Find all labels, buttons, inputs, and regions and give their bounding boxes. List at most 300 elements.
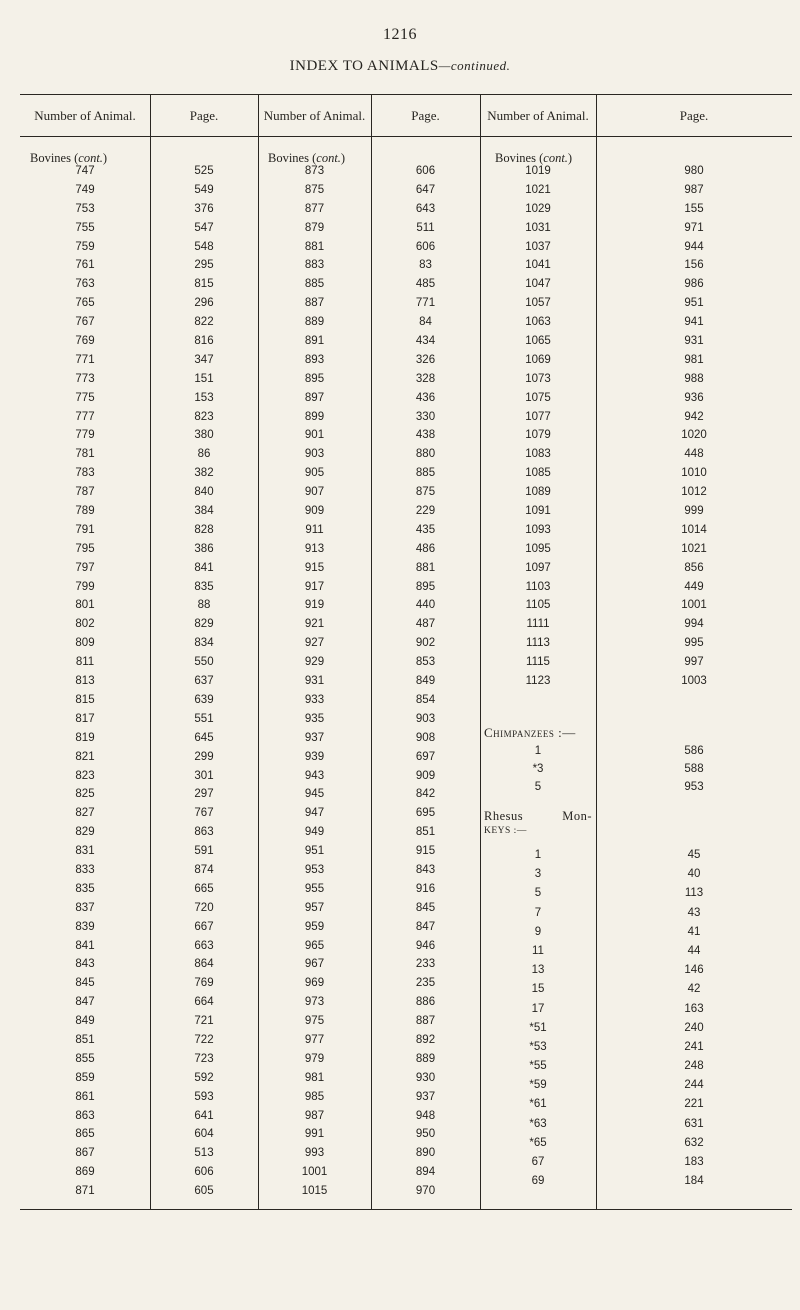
animal-number-cell: *53 [529,1040,547,1053]
animal-number-cell: 1073 [525,372,551,385]
animal-number-cell: 973 [304,996,325,1009]
page-cell: 771 [415,297,436,310]
animal-number-cell: 1079 [525,429,551,442]
animal-number-cell: 981 [304,1071,325,1084]
page-cell: 721 [194,1015,214,1028]
animal-number-cell: 841 [75,939,95,952]
page-cell: 376 [194,202,214,215]
page-cell: 153 [194,391,214,404]
col3-rhesus-numbers [480,846,596,1191]
page-cell: 44 [687,944,701,957]
animal-number-cell: 775 [75,391,95,404]
animal-number-cell: 891 [304,335,325,348]
animal-number-cell: 789 [75,505,95,518]
col1-pages [150,162,258,1201]
animal-number-cell: 819 [75,731,95,744]
page-cell: 40 [687,868,701,881]
page-cell: 604 [194,1128,214,1141]
animal-number-cell: 1069 [525,353,551,366]
page-cell: 845 [415,901,436,914]
page-cell: 1001 [681,599,707,612]
page-cell: 847 [415,920,436,933]
header-bottom-rule [20,136,792,137]
page-cell: 987 [684,183,704,196]
page-cell: 486 [415,542,436,555]
header-page-2: Page. [411,108,440,123]
col3-rhesus-pages [596,846,792,1191]
animal-number-cell: 1095 [525,542,551,555]
animal-number-cell: 979 [304,1052,325,1065]
animal-number-cell: 821 [75,750,95,763]
animal-number-cell: 931 [304,675,325,688]
animal-number-cell: 1089 [525,486,551,499]
page-cell: 551 [194,712,214,725]
animal-number-cell: 895 [304,372,325,385]
page-cell: 240 [684,1021,704,1034]
page-cell: 645 [194,731,214,744]
animal-number-cell: 1097 [525,561,551,574]
page-cell: 449 [684,580,704,593]
animal-number-cell: 787 [75,486,95,499]
animal-number-cell: *61 [529,1098,547,1111]
animal-number-cell: 893 [304,353,325,366]
page-cell: 902 [415,637,436,650]
animal-number-cell: 847 [75,996,95,1009]
animal-number-cell: 1037 [525,240,551,253]
page-cell: 151 [194,372,214,385]
animal-number-cell: 823 [75,769,95,782]
page-cell: 769 [194,977,214,990]
animal-number-cell: 813 [75,675,95,688]
col3-chimpanzee-numbers [480,742,596,796]
animal-number-cell: 949 [304,826,325,839]
animal-number-cell: 945 [304,788,325,801]
animal-number-cell: 17 [531,1002,545,1015]
animal-number-cell: 909 [304,505,325,518]
animal-number-cell: 835 [75,882,95,895]
animal-number-cell: 1031 [525,221,551,234]
page-cell: 184 [684,1175,704,1188]
page-cell: 244 [684,1079,704,1092]
animal-number-cell: 911 [305,523,324,536]
page-cell: 297 [194,788,214,801]
page-cell: 435 [415,523,436,536]
animal-number-cell: 13 [531,964,545,977]
animal-number-cell: 817 [75,712,95,725]
animal-number-cell: 881 [304,240,325,253]
page-cell: 42 [687,983,701,996]
page-cell: 605 [194,1185,214,1198]
animal-number-cell: 773 [75,372,95,385]
page-cell: 593 [194,1090,214,1103]
animal-number-cell: 939 [304,750,325,763]
section-heading-chimpanzees: Chimpanzees :— [484,725,576,740]
page-cell: 1021 [681,542,707,555]
animal-number-cell: 1083 [525,448,551,461]
page-cell: 380 [194,429,214,442]
page-cell: 843 [415,863,436,876]
page-cell: 83 [419,259,432,272]
animal-number-cell: 901 [304,429,325,442]
animal-number-cell: 831 [75,845,95,858]
page-cell: 723 [194,1052,214,1065]
animal-number-cell: 1085 [525,467,551,480]
animal-number-cell: 947 [304,807,325,820]
animal-number-cell: 993 [304,1147,325,1160]
page-cell: 941 [684,316,704,329]
page-cell: 946 [415,939,436,952]
page-cell: 1003 [681,675,707,688]
header-number-of-animal-1: Number of Animal. [34,108,136,123]
page-cell: 854 [415,693,436,706]
animal-number-cell: 919 [304,599,325,612]
animal-number-cell: 935 [304,712,325,725]
page-cell: 874 [194,863,214,876]
page-cell: 592 [194,1071,214,1084]
animal-number-cell: 877 [304,202,325,215]
page-cell: 156 [684,259,704,272]
animal-number-cell: 811 [75,656,95,669]
page-cell: 828 [194,523,214,536]
page-title-suffix: —continued. [438,58,511,73]
animal-number-cell: 15 [531,983,545,996]
animal-number-cell: 845 [75,977,95,990]
animal-number-cell: 69 [531,1175,545,1188]
animal-number-cell: 1019 [525,165,551,177]
page-cell: 851 [415,826,436,839]
animal-number-cell: 927 [304,637,325,650]
page-cell: 547 [194,221,214,234]
animal-number-cell: 1105 [525,599,551,612]
page-cell: 889 [415,1052,436,1065]
animal-number-cell: 899 [304,410,325,423]
page-cell: 908 [415,731,436,744]
page-cell: 842 [415,788,436,801]
animal-number-cell: 797 [75,561,95,574]
page-cell: 936 [684,391,704,404]
animal-number-cell: 859 [75,1071,95,1084]
animal-number-cell: 879 [304,221,325,234]
page-cell: 937 [415,1090,436,1103]
animal-number-cell: 1029 [525,202,551,215]
page-cell: 887 [415,1015,436,1028]
page-cell: 864 [194,958,214,971]
animal-number-cell: 951 [304,845,325,858]
animal-number-cell: 771 [75,353,95,366]
page-cell: 440 [415,599,436,612]
page-cell: 301 [194,769,214,782]
animal-number-cell: 889 [304,316,325,329]
animal-number-cell: 991 [304,1128,325,1141]
animal-number-cell: 809 [75,637,95,650]
animal-number-cell: 855 [75,1052,95,1065]
page-cell: 299 [194,750,214,763]
page-cell: 382 [194,467,214,480]
page-cell: 45 [687,849,701,861]
col2-animal-numbers [258,162,371,1201]
animal-number-cell: 975 [304,1015,325,1028]
animal-number-cell: 839 [75,920,95,933]
animal-number-cell: 887 [304,297,325,310]
page-cell: 930 [415,1071,436,1084]
animal-number-cell: 761 [75,259,95,272]
animal-number-cell: 5 [534,887,542,900]
animal-number-cell: 905 [304,467,325,480]
page-cell: 916 [415,882,436,895]
header-number-of-animal-2: Number of Animal. [263,108,366,123]
animal-number-cell: 959 [304,920,325,933]
animal-number-cell: 7 [534,906,542,919]
animal-number-cell: 883 [304,259,325,272]
page-cell: 697 [415,750,436,763]
animal-number-cell: 769 [75,335,95,348]
page-cell: 41 [687,925,701,938]
animal-number-cell: 917 [304,580,325,593]
page-cell: 944 [684,240,704,253]
page-cell: 233 [415,958,436,971]
animal-number-cell: 1077 [525,410,551,423]
header-number-of-animal-3: Number of Animal. [487,108,589,123]
page-cell: 248 [684,1060,704,1073]
header-page-3: Page. [679,108,709,123]
animal-number-cell: 1 [534,849,542,861]
page-cell: 986 [684,278,704,291]
page-cell: 647 [415,183,436,196]
page-cell: 881 [415,561,436,574]
page-cell: 663 [194,939,214,952]
page-cell: 43 [687,906,701,919]
animal-number-cell: 955 [304,882,325,895]
page-cell: 999 [684,505,704,518]
page-cell: 951 [684,297,704,310]
page-cell: 980 [684,165,704,177]
col1-animal-numbers [20,162,150,1201]
page-cell: 890 [415,1147,436,1160]
animal-number-cell: 885 [304,278,325,291]
page-cell: 326 [415,353,436,366]
page-cell: 909 [415,769,436,782]
page-cell: 229 [415,505,436,518]
page-cell: 550 [194,656,214,669]
animal-number-cell: 837 [75,901,95,914]
page-cell: 995 [684,637,704,650]
page-cell: 643 [415,202,436,215]
page-cell: 863 [194,826,214,839]
animal-number-cell: 913 [304,542,325,555]
col3-animal-numbers [480,162,596,691]
page-cell: 970 [415,1185,436,1198]
page-cell: 113 [684,887,704,900]
animal-number-cell: 5 [534,781,542,793]
animal-number-cell: 1057 [525,297,551,310]
animal-number-cell: 791 [75,523,95,536]
page-cell: 631 [684,1117,704,1130]
animal-number-cell: 1113 [526,637,550,650]
page-cell: 695 [415,807,436,820]
page-cell: 241 [684,1040,704,1053]
page-cell: 632 [684,1136,704,1149]
section-heading-bovines-col1: Bovines (cont.) [30,151,108,165]
section-heading-bovines-col2: Bovines (cont.) [268,151,346,165]
animal-number-cell: 921 [304,618,325,631]
page-cell: 637 [194,675,214,688]
page-cell: 586 [684,745,704,757]
table-bottom-rule [20,1209,792,1210]
page-cell: 856 [684,561,704,574]
page-cell: 665 [194,882,214,895]
animal-number-cell: 825 [75,788,95,801]
animal-number-cell: 799 [75,580,95,593]
animal-number-cell: 907 [304,486,325,499]
page-cell: 235 [415,977,436,990]
section-heading-rhesus-line2: KEYS :— [484,826,527,836]
animal-number-cell: 977 [304,1033,325,1046]
animal-number-cell: 929 [304,656,325,669]
animal-number-cell: 781 [75,448,95,461]
animal-number-cell: 765 [75,297,95,310]
col3-chimpanzee-pages [596,742,792,796]
animal-number-cell: 957 [304,901,325,914]
page-cell: 549 [194,183,214,196]
page-cell: 903 [415,712,436,725]
page-cell: 835 [194,580,214,593]
page-cell: 221 [684,1098,704,1111]
page-cell: 875 [415,486,436,499]
animal-number-cell: 843 [75,958,95,971]
animal-number-cell: 767 [75,316,95,329]
animal-number-cell: 851 [75,1033,95,1046]
animal-number-cell: 1063 [525,316,551,329]
page-cell: 950 [415,1128,436,1141]
animal-number-cell: 827 [75,807,95,820]
animal-number-cell: 965 [304,939,325,952]
animal-number-cell: 967 [304,958,325,971]
animal-number-cell: 755 [75,221,95,234]
animal-number-cell: 873 [304,165,325,177]
animal-number-cell: 777 [75,410,95,423]
page-cell: 548 [194,240,214,253]
page-cell: 84 [419,316,432,329]
page-cell: 942 [684,410,704,423]
page-cell: 641 [194,1109,214,1122]
animal-number-cell: 11 [532,944,544,957]
animal-number-cell: 3 [534,868,542,881]
animal-number-cell: *63 [529,1117,547,1130]
animal-number-cell: 903 [304,448,325,461]
animal-number-cell: 1123 [525,675,551,688]
page-cell: 885 [415,467,436,480]
page-cell: 386 [194,542,214,555]
animal-number-cell: 833 [75,863,95,876]
page-cell: 448 [684,448,704,461]
page-cell: 606 [415,240,436,253]
page-cell: 639 [194,693,214,706]
page-cell: 829 [194,618,214,631]
page-cell: 511 [416,221,435,234]
page-cell: 886 [415,996,436,1009]
animal-number-cell: 937 [304,731,325,744]
section-heading-rhesus-line1: Rhesus Mon- [484,809,592,823]
animal-number-cell: 987 [304,1109,325,1122]
animal-number-cell: 1015 [301,1185,328,1198]
page-cell: 931 [684,335,704,348]
page-cell: 591 [194,845,214,858]
page-cell: 853 [415,656,436,669]
page-cell: 146 [684,964,704,977]
animal-number-cell: 871 [75,1185,95,1198]
animal-number-cell: 1093 [525,523,551,536]
page-cell: 994 [684,618,704,631]
page-cell: 988 [684,372,704,385]
page-cell: 767 [194,807,214,820]
animal-number-cell: 1103 [525,580,551,593]
animal-number-cell: 861 [75,1090,95,1103]
col3-pages [596,162,792,691]
page-cell: 841 [194,561,214,574]
page-cell: 823 [194,410,214,423]
page-cell: 485 [415,278,436,291]
page-cell: 434 [415,335,436,348]
animal-number-cell: *55 [529,1060,547,1073]
page-cell: 894 [415,1166,436,1179]
animal-number-cell: 867 [75,1147,95,1160]
animal-number-cell: 1041 [525,259,551,272]
page-cell: 971 [684,221,704,234]
page-cell: 295 [194,259,214,272]
animal-number-cell: 875 [304,183,325,196]
animal-number-cell: 801 [75,599,95,612]
page-cell: 667 [194,920,214,933]
animal-number-cell: 933 [304,693,325,706]
animal-number-cell: 795 [75,542,95,555]
animal-number-cell: 753 [75,202,95,215]
animal-number-cell: 1111 [526,618,550,631]
animal-number-cell: 969 [304,977,325,990]
page-cell: 1014 [681,523,707,536]
animal-number-cell: *51 [529,1021,547,1034]
page-cell: 1012 [681,486,707,499]
page-cell: 86 [197,448,211,461]
page-title-main: INDEX TO ANIMALS [289,58,439,74]
page-cell: 981 [684,353,704,366]
page-cell: 155 [684,202,704,215]
animal-number-cell: 1047 [525,278,551,291]
page-cell: 88 [197,599,211,612]
animal-number-cell: 763 [75,278,95,291]
page-cell: 163 [684,1002,704,1015]
page-cell: 664 [194,996,214,1009]
page-cell: 347 [194,353,214,366]
header-page-1: Page. [189,108,219,123]
animal-number-cell: 1021 [525,183,551,196]
page-cell: 895 [415,580,436,593]
page-cell: 487 [415,618,436,631]
page-cell: 330 [415,410,436,423]
page-cell: 720 [194,901,214,914]
animal-number-cell: 1 [534,745,542,757]
page-cell: 953 [684,781,704,793]
page-cell: 183 [684,1156,704,1168]
animal-number-cell: 747 [75,165,95,177]
page-cell: 722 [194,1033,214,1046]
page-cell: 880 [415,448,436,461]
animal-number-cell: 943 [304,769,325,782]
page-cell: 1010 [681,467,707,480]
page-cell: 438 [415,429,436,442]
page-cell: 384 [194,505,214,518]
animal-number-cell: 9 [534,925,542,938]
page-cell: 822 [194,316,214,329]
